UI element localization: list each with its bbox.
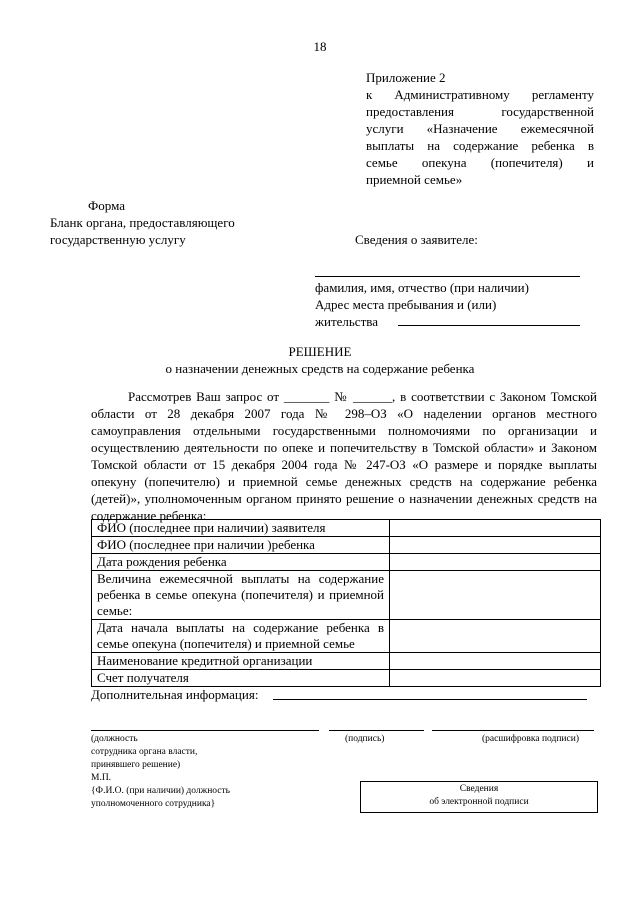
position-caption-3: принявшего решение): [91, 760, 181, 770]
position-caption-2: сотрудника органа власти,: [91, 747, 198, 757]
row-label: ФИО (последнее при наличии) заявителя: [92, 520, 390, 537]
row-value[interactable]: [390, 670, 601, 687]
applicant-fio-line[interactable]: [315, 276, 580, 277]
request-number-blank[interactable]: ______: [353, 389, 393, 404]
table-row: [92, 554, 601, 571]
body-intro: Рассмотрев Ваш запрос от: [128, 389, 280, 404]
table-row: [92, 653, 601, 670]
organ-blank-line2: государственную услугу: [50, 232, 186, 247]
appendix-line: выплаты на содержание ребенка в: [366, 138, 594, 153]
applicant-address-field[interactable]: [398, 325, 580, 326]
table-row: [92, 670, 601, 687]
row-value[interactable]: [390, 571, 601, 620]
row-label: Наименование кредитной организации: [92, 653, 390, 670]
row-value[interactable]: [390, 653, 601, 670]
decoding-caption: (расшифровка подписи): [482, 734, 579, 744]
row-label: Дата рождения ребенка: [92, 554, 390, 571]
signature-caption: (подпись): [345, 734, 385, 744]
appendix-header: [366, 69, 594, 188]
stamp-label: М.П.: [91, 773, 112, 783]
fio-caption-2: уполномоченного сотрудника}: [91, 799, 216, 809]
table-row: [92, 571, 601, 620]
row-label: ФИО (последнее при наличии )ребенка: [92, 537, 390, 554]
esig-line2: об электронной подписи: [429, 797, 529, 807]
details-table: [91, 519, 601, 687]
additional-info-label: Дополнительная информация:: [91, 687, 259, 702]
form-label: Форма: [88, 198, 125, 213]
appendix-line: семье опекуна (попечителя) и: [366, 155, 594, 170]
table-row: [92, 620, 601, 653]
additional-info-field[interactable]: [273, 699, 587, 700]
decoding-line[interactable]: [432, 730, 594, 731]
page-number: 18: [313, 39, 327, 54]
row-label: Счет получателя: [92, 670, 390, 687]
row-value[interactable]: [390, 620, 601, 653]
decision-subtitle: о назначении денежных средств на содержание ребенка: [165, 361, 475, 376]
applicant-title: Сведения о заявителе:: [355, 232, 478, 247]
row-value[interactable]: [390, 537, 601, 554]
electronic-signature-box: [360, 781, 598, 813]
appendix-line: приемной семье»: [366, 172, 463, 187]
appendix-line: предоставления государственной: [366, 104, 594, 119]
appendix-line: услуги «Назначение ежемесячной: [366, 121, 594, 136]
row-value[interactable]: [390, 520, 601, 537]
applicant-address-line1: Адрес места пребывания и (или): [315, 297, 497, 312]
organ-blank-line1: Бланк органа, предоставляющего: [50, 215, 235, 230]
decision-title: РЕШЕНИЕ: [288, 344, 352, 359]
position-caption-1: (должность: [91, 734, 138, 744]
table-row: [92, 520, 601, 537]
esig-line1: Сведения: [459, 784, 499, 794]
applicant-address-line2: жительства: [315, 314, 378, 329]
body-text: , в соответствии с Законом Томской области от 28 декабря 2007 года № 298–ОЗ «О наделении органов местного самоуправления отдельными государственными полномочиями по организации и осуществлению деятельности по опеке и попечительству в Томской области» и Законом Томской области от 15 декабря 2004 года № 247-ОЗ «О размере и порядке выплаты опекуну (попечителю) и приемной семье денежных средств на содержание ребенка (детей)», уполномоченным органом принято решение о назначении денежных средств на содержание ребенка:: [91, 389, 597, 523]
row-label: Дата начала выплаты на содержание ребенка в семье опекуна (попечителя) и приемной семье: [92, 620, 390, 653]
signature-line[interactable]: [329, 730, 424, 731]
appendix-line: к Административному регламенту: [366, 87, 594, 102]
appendix-line: Приложение 2: [366, 70, 446, 85]
fio-caption-1: {Ф.И.О. (при наличии) должность: [91, 786, 230, 796]
position-line[interactable]: [91, 730, 319, 731]
row-label: Величина ежемесячной выплаты на содержание ребенка в семье опекуна (попечителя) и приемной семье:: [92, 571, 390, 620]
request-date-blank[interactable]: _______: [283, 389, 330, 404]
number-sign: №: [334, 389, 349, 404]
row-value[interactable]: [390, 554, 601, 571]
applicant-fio-caption: фамилия, имя, отчество (при наличии): [315, 280, 529, 295]
table-row: [92, 537, 601, 554]
decision-body: [91, 388, 597, 524]
